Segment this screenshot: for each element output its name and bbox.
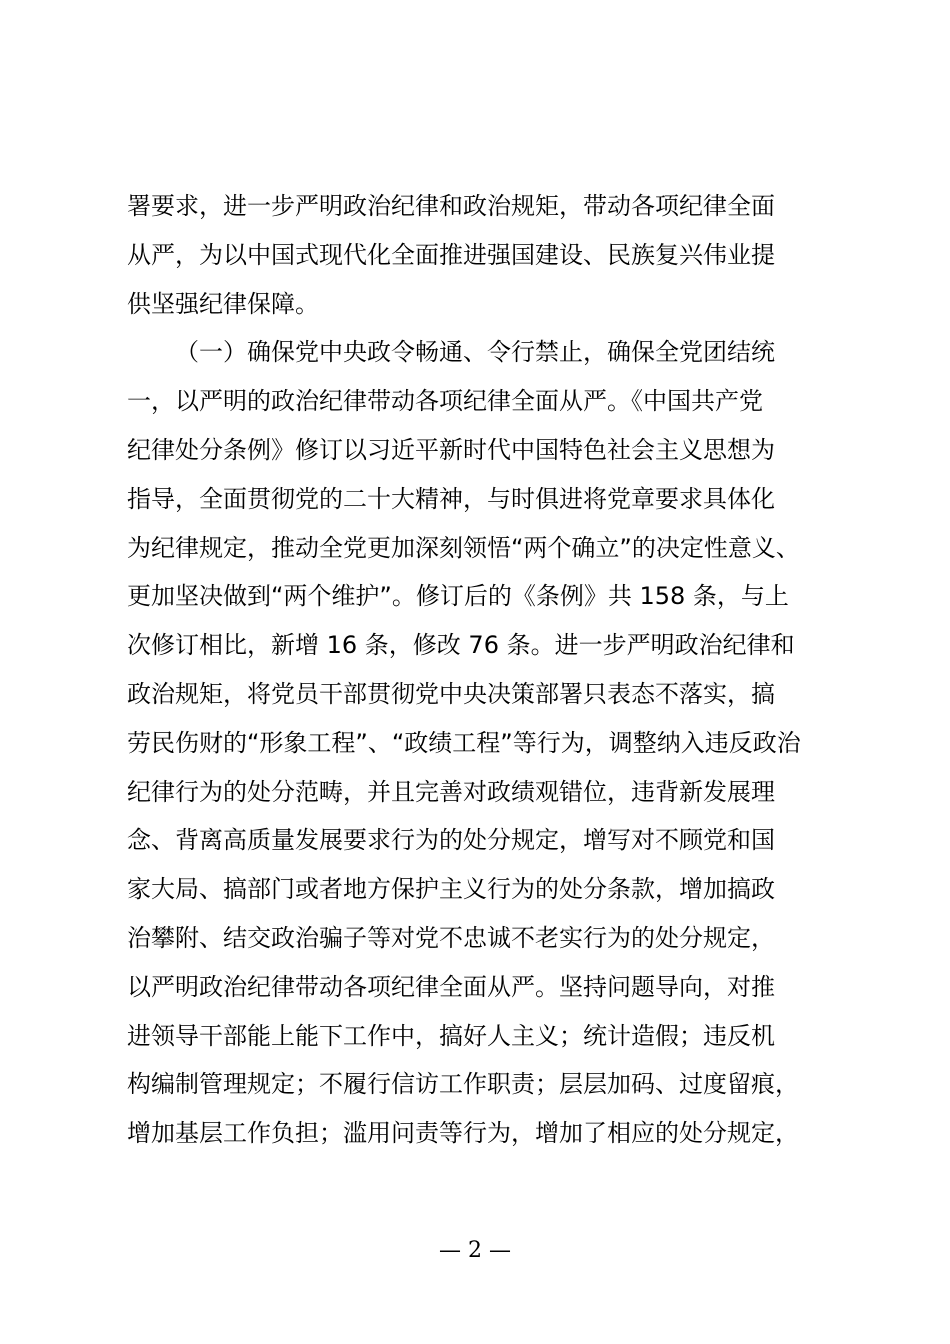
text-line: 政治规矩，将党员干部贯彻党中央决策部署只表态不落实，搞 xyxy=(127,679,775,708)
text-line: 念、背离高质量发展要求行为的处分规定，增写对不顾党和国 xyxy=(127,826,775,855)
text-line: 劳民伤财的“形象工程”、“政绩工程”等行为，调整纳入违反政治 xyxy=(127,728,801,757)
text-line: 为纪律规定，推动全党更加深刻领悟“两个确立”的决定性意义、 xyxy=(127,533,800,562)
text-line: 纪律行为的处分范畴，并且完善对政绩观错位，违背新发展理 xyxy=(127,777,775,806)
text-line: 供坚强纪律保障。 xyxy=(127,289,319,318)
text-line: 署要求，进一步严明政治纪律和政治规矩，带动各项纪律全面 xyxy=(127,192,775,220)
text-line: 增加基层工作负担；滥用问责等行为，增加了相应的处分规定， xyxy=(127,1119,799,1148)
text-line: 家大局、搞部门或者地方保护主义行为的处分条款，增加搞政 xyxy=(127,875,775,904)
text-line: 构编制管理规定；不履行信访工作职责；层层加码、过度留痕， xyxy=(127,1070,799,1099)
text-line: 从严，为以中国式现代化全面推进强国建设、民族复兴伟业提 xyxy=(127,240,775,269)
body-text xyxy=(127,182,827,1158)
text-line: 指导，全面贯彻党的二十大精神，与时俱进将党章要求具体化 xyxy=(127,484,775,513)
text-line: 进领导干部能上能下工作中，搞好人主义；统计造假；违反机 xyxy=(127,1021,775,1050)
text-line: 一，以严明的政治纪律带动各项纪律全面从严。《中国共产党 xyxy=(127,387,763,416)
text-line: 以严明政治纪律带动各项纪律全面从严。坚持问题导向，对推 xyxy=(127,972,775,1001)
text-line: 更加坚决做到“两个维护”。修订后的《条例》共 158 条，与上 xyxy=(127,582,789,611)
text-line: 纪律处分条例》修订以习近平新时代中国特色社会主义思想为 xyxy=(127,435,775,464)
text-line: 次修订相比，新增 16 条，修改 76 条。进一步严明政治纪律和 xyxy=(127,631,795,660)
text-line: 治攀附、结交政治骗子等对党不忠诚不老实行为的处分规定， xyxy=(127,923,775,952)
page-number: — 2 — xyxy=(439,1238,511,1263)
paragraph-heading-line: （一）确保党中央政令畅通、令行禁止，确保全党团结统 xyxy=(175,338,775,367)
